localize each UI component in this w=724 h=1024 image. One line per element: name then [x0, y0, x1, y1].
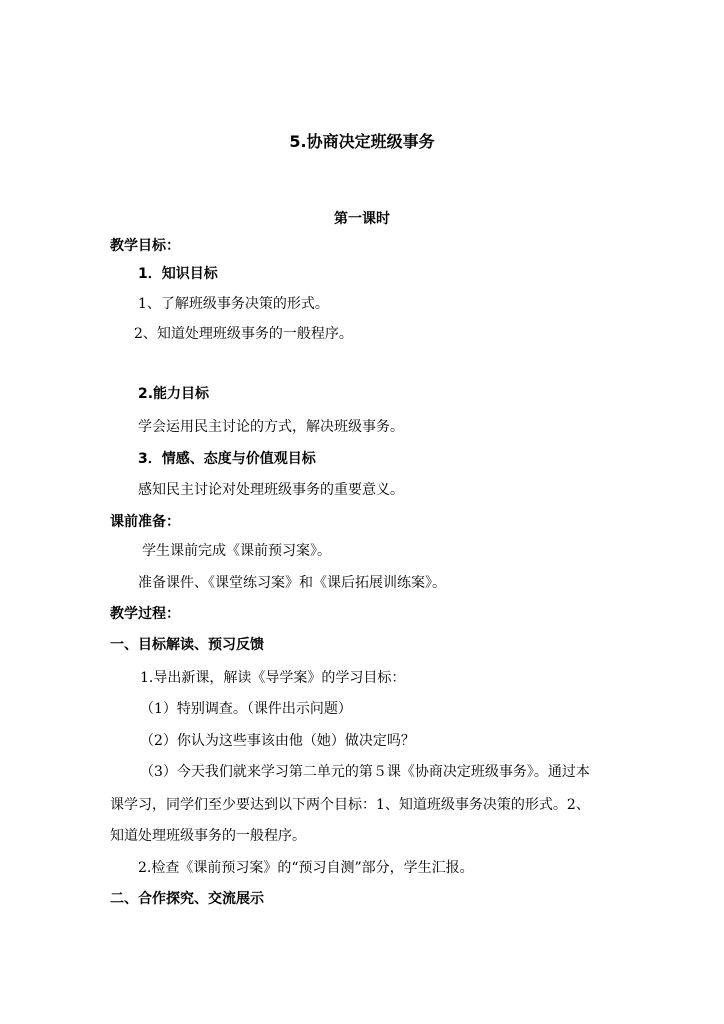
part-1-sub-2: （2）你认为这些事该由他（她）做决定吗？	[140, 733, 415, 749]
part-1-sub-3-line-3: 知道处理班级事务的一般程序。	[110, 828, 306, 844]
preparation-item-2: 准备课件、《课堂练习案》和《课后拓展训练案》。	[138, 575, 446, 591]
section-preparation: 课前准备：	[110, 514, 180, 530]
part-1-sub-1: （1）特别调查。（课件出示问题）	[140, 701, 352, 717]
part-1-sub-3-line-1: （3）今天我们就来学习第二单元的第５课《协商决定班级事务》。通过本	[140, 764, 590, 780]
goal-ability-heading: 2.能力目标	[138, 386, 210, 402]
goal-knowledge-item-2: 2、知道处理班级事务的一般程序。	[134, 326, 353, 342]
goal-knowledge-item-1: 1、了解班级事务决策的形式。	[138, 296, 329, 312]
part-2-heading: 二、合作探究、交流展示	[110, 891, 264, 907]
part-1-heading: 一、目标解读、预习反馈	[110, 637, 264, 653]
section-teaching-process: 教学过程：	[110, 606, 180, 622]
document-title: 5.协商决定班级事务	[289, 132, 435, 151]
goal-attitude-heading: 3．情感、态度与价值观目标	[138, 451, 316, 467]
goal-ability-text: 学会运用民主讨论的方式，解决班级事务。	[138, 419, 404, 435]
goal-attitude-text: 感知民主讨论对处理班级事务的重要意义。	[138, 482, 404, 498]
preparation-item-1: 学生课前完成《课前预习案》。	[142, 543, 331, 559]
goal-knowledge-heading: 1．知识目标	[138, 266, 218, 282]
lesson-period: 第一课时	[334, 211, 390, 227]
part-1-sub-3-line-2: 课学习，同学们至少要达到以下两个目标：1、知道班级事务决策的形式。2、	[110, 797, 590, 813]
part-1-step-1: 1.导出新课，解读《导学案》的学习目标：	[140, 670, 406, 686]
part-1-step-2: 2.检查《课前预习案》的“预习自测”部分，学生汇报。	[138, 860, 474, 876]
section-teaching-goals: 教学目标：	[110, 238, 180, 254]
